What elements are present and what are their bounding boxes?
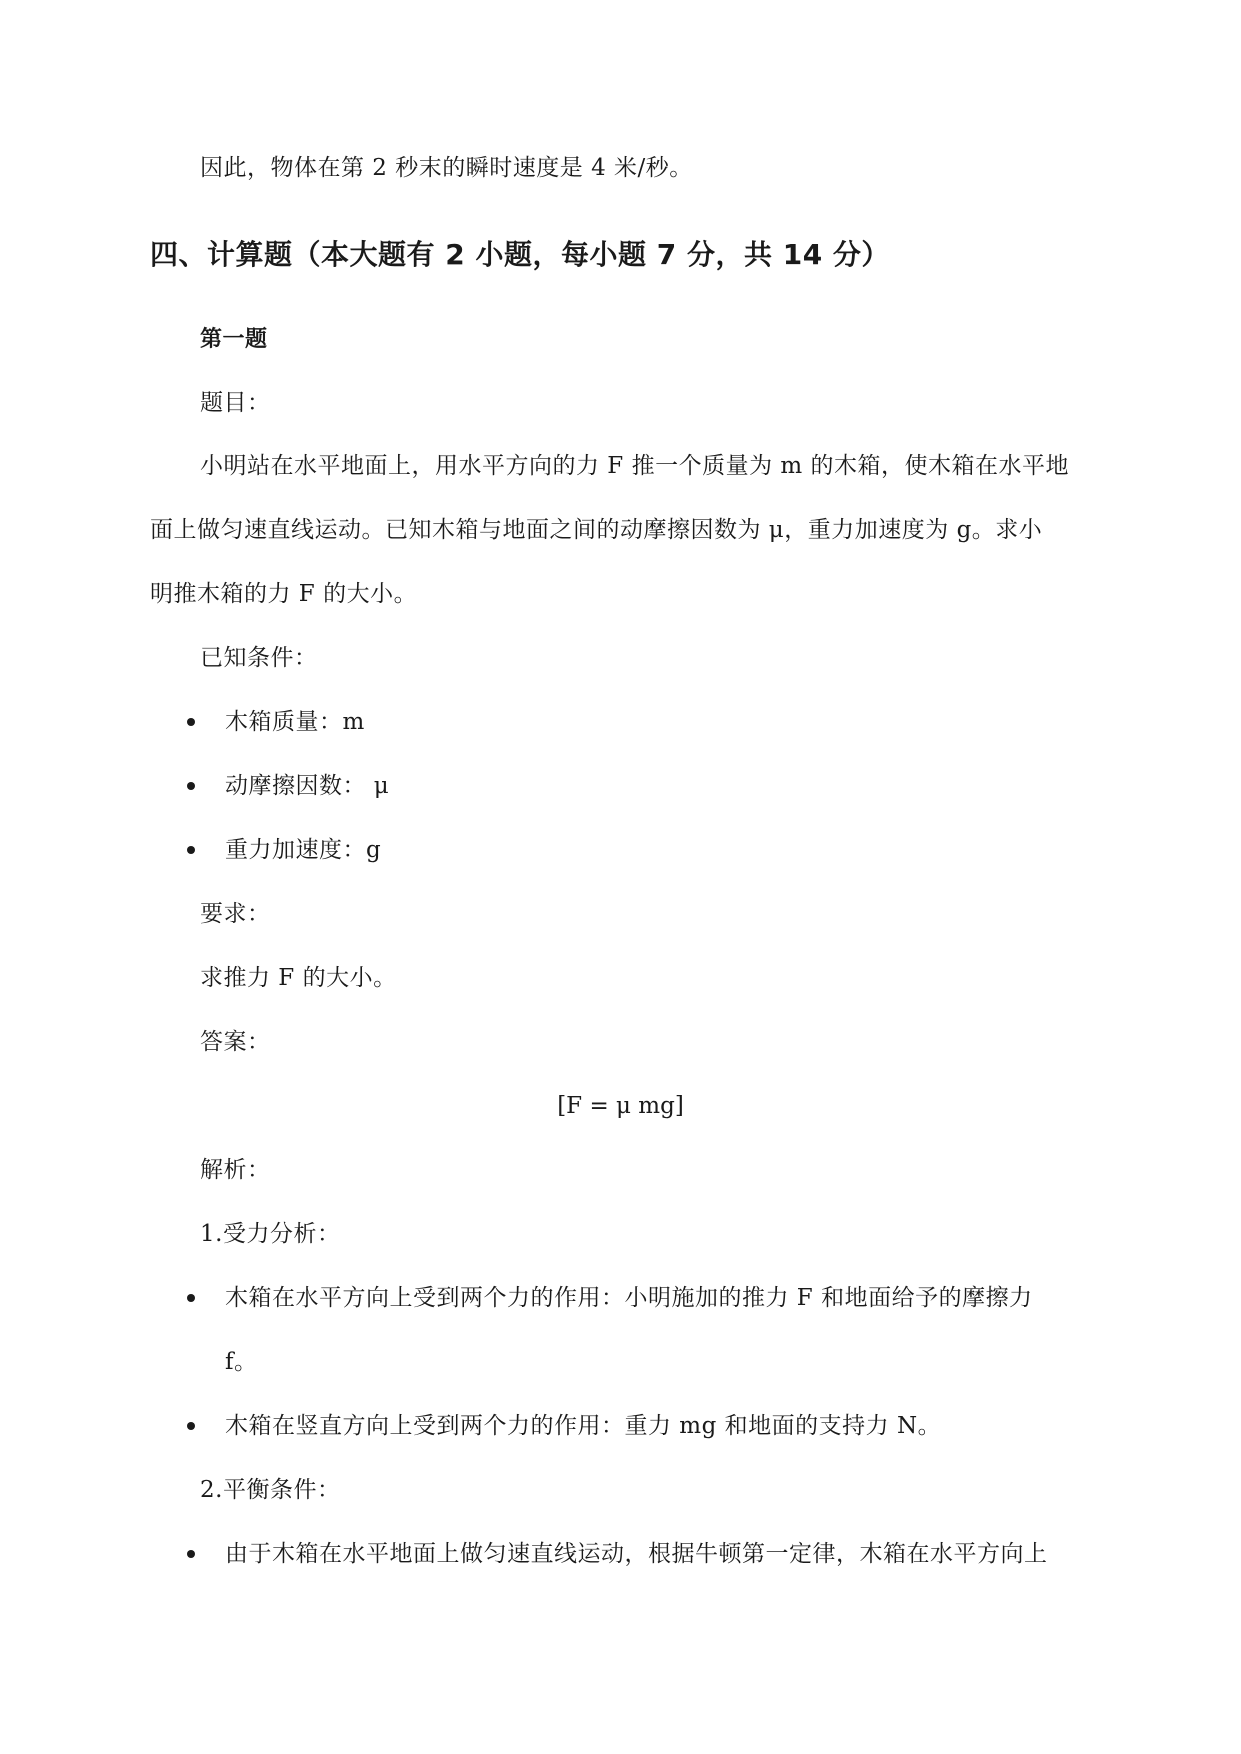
step1-item-horizontal-cont: f。 (225, 1349, 258, 1375)
prompt-line-2: 面上做匀速直线运动。已知木箱与地面之间的动摩擦因数为 μ，重力加速度为 g。求小 (150, 517, 1043, 543)
prompt-line-1: 小明站在水平地面上，用水平方向的力 F 推一个质量为 m 的木箱，使木箱在水平地 (200, 453, 1070, 479)
known-item-friction: 动摩擦因数： μ (225, 773, 390, 799)
analysis-label: 解析： (200, 1157, 271, 1183)
question-title: 第一题 (200, 327, 268, 352)
prompt-line-3: 明推木箱的力 F 的大小。 (150, 581, 418, 607)
bullet-icon (187, 718, 195, 726)
bullet-icon (187, 782, 195, 790)
bullet-icon (187, 1422, 195, 1430)
bullet-icon (187, 1550, 195, 1558)
previous-conclusion: 因此，物体在第 2 秒末的瞬时速度是 4 米/秒。 (200, 155, 693, 181)
bullet-icon (187, 1294, 195, 1302)
requirement-text: 求推力 F 的大小。 (200, 965, 397, 991)
answer-formula: [F = μ mg] (557, 1093, 684, 1119)
known-label: 已知条件： (200, 645, 318, 671)
section-title: 四、计算题（本大题有 2 小题，每小题 7 分，共 14 分） (150, 238, 890, 271)
answer-label: 答案： (200, 1029, 271, 1055)
prompt-label: 题目： (200, 390, 271, 416)
known-item-mass: 木箱质量：m (225, 709, 365, 735)
step1-item-horizontal: 木箱在水平方向上受到两个力的作用：小明施加的推力 F 和地面给予的摩擦力 (225, 1285, 1033, 1311)
step2-label: 2.平衡条件： (200, 1477, 341, 1503)
requirement-label: 要求： (200, 901, 271, 927)
step1-item-vertical: 木箱在竖直方向上受到两个力的作用：重力 mg 和地面的支持力 N。 (225, 1413, 942, 1439)
step1-label: 1.受力分析： (200, 1221, 341, 1247)
step2-item-equilibrium: 由于木箱在水平地面上做匀速直线运动，根据牛顿第一定律，木箱在水平方向上 (225, 1541, 1048, 1567)
bullet-icon (187, 846, 195, 854)
known-item-gravity: 重力加速度：g (225, 837, 382, 863)
